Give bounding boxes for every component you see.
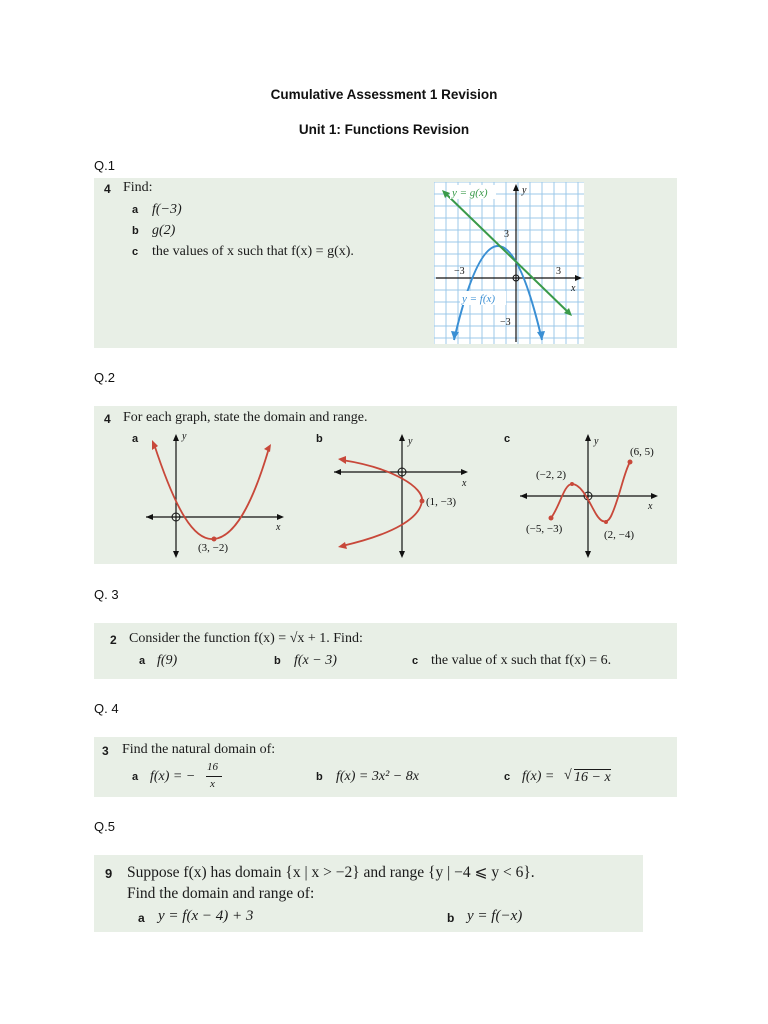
q2c-point-2: (−2, 2) (536, 469, 567, 481)
question-label-4: Q. 4 (94, 701, 119, 716)
q2-graph-a (146, 431, 284, 558)
q1-tick-neg3-y: −3 (500, 317, 511, 328)
q5-line2: Find the domain and range of: (127, 885, 315, 902)
q2c-point-3: (−5, −3) (526, 523, 563, 535)
question-1-box (94, 178, 677, 348)
question-label-2: Q.2 (94, 370, 115, 385)
q1-axis-y: y (522, 185, 527, 196)
question-label-1: Q.1 (94, 158, 115, 173)
q1-label-f: y = f(x) (462, 293, 496, 305)
q2-graph-c-letter: c (504, 433, 511, 445)
q2a-axis-y: y (182, 431, 187, 442)
q4-part-a-denominator: x (210, 778, 215, 790)
q1-label-g: y = g(x) (452, 187, 488, 199)
q4-prompt: Find the natural domain of: (122, 742, 276, 757)
q3-prompt: Consider the function f(x) = √x + 1. Find: (129, 631, 363, 646)
q4-part-c-letter: c (504, 771, 511, 783)
q3-part-b-letter: b (274, 655, 281, 667)
q5-number: 9 (105, 866, 113, 881)
question-3-box (94, 623, 677, 679)
q4-part-b-text: f(x) = 3x² − 8x (336, 769, 419, 784)
q1-part-c-text: the values of x such that f(x) = g(x). (152, 244, 354, 259)
q2-graph-a-letter: a (132, 433, 139, 445)
q2b-axis-y: y (408, 436, 413, 447)
q4-fraction-bar (206, 776, 222, 777)
q5-part-b-letter: b (447, 911, 455, 925)
q2b-point: (1, −3) (426, 496, 457, 508)
question-label-5: Q.5 (94, 819, 115, 834)
question-2-box (94, 406, 677, 564)
q1-part-a-text: f(−3) (152, 202, 182, 217)
q1-part-c-letter: c (132, 246, 139, 258)
q5-part-b-text: y = f(−x) (467, 908, 523, 924)
q2a-point: (3, −2) (198, 542, 229, 554)
q2-prompt: For each graph, state the domain and range. (123, 410, 368, 425)
question-label-3: Q. 3 (94, 587, 119, 602)
q2-number: 4 (104, 412, 111, 426)
q4-part-c-radicand: 16 − x (574, 770, 611, 785)
q4-part-b-letter: b (316, 771, 323, 783)
q2c-point-4: (2, −4) (604, 529, 635, 541)
q2b-axis-x: x (462, 478, 467, 489)
q2c-axis-y: y (594, 436, 599, 447)
q2c-point-1: (6, 5) (630, 446, 654, 458)
q2-graph-b-letter: b (316, 433, 323, 445)
q4-part-c-lhs: f(x) = (522, 769, 555, 784)
q1-tick-3-y: 3 (504, 229, 509, 240)
q4-number: 3 (102, 744, 109, 758)
q1-axis-x: x (571, 283, 576, 294)
question-4-box (94, 737, 677, 797)
q3-part-a-letter: a (139, 655, 146, 667)
q2-graphs (94, 406, 677, 564)
q1-tick-neg3-x: −3 (454, 266, 465, 277)
question-5-box (94, 855, 643, 932)
q1-part-b-text: g(2) (152, 223, 176, 238)
q4-part-a-lhs: f(x) = − (150, 769, 196, 784)
q5-part-a-letter: a (138, 911, 145, 925)
q3-part-c-letter: c (412, 655, 419, 667)
q3-part-c-text: the value of x such that f(x) = 6. (431, 653, 612, 668)
q1-part-a-letter: a (132, 204, 139, 216)
q1-part-b-letter: b (132, 225, 139, 237)
q5-line1: Suppose f(x) has domain {x | x > −2} and range {y | −4 ⩽ y < 6}. (127, 864, 535, 881)
q4-part-a-letter: a (132, 771, 139, 783)
q1-prompt: Find: (123, 180, 153, 195)
q1-tick-3-x: 3 (556, 266, 561, 277)
q3-part-a-text: f(9) (157, 653, 178, 668)
q2c-axis-x: x (648, 501, 653, 512)
q3-number: 2 (110, 633, 117, 647)
q3-part-b-text: f(x − 3) (294, 653, 337, 668)
q1-number: 4 (104, 182, 111, 196)
q5-part-a-text: y = f(x − 4) + 3 (158, 908, 254, 924)
q1-graph (434, 182, 584, 344)
q2-graph-c (520, 434, 658, 558)
q2-graph-b (334, 434, 468, 558)
page-title: Cumulative Assessment 1 Revision (270, 87, 498, 102)
page-subtitle: Unit 1: Functions Revision (298, 122, 470, 137)
q4-part-a-numerator: 16 (207, 761, 218, 773)
q2a-axis-x: x (276, 522, 281, 533)
radical-sign: √ (564, 768, 572, 783)
